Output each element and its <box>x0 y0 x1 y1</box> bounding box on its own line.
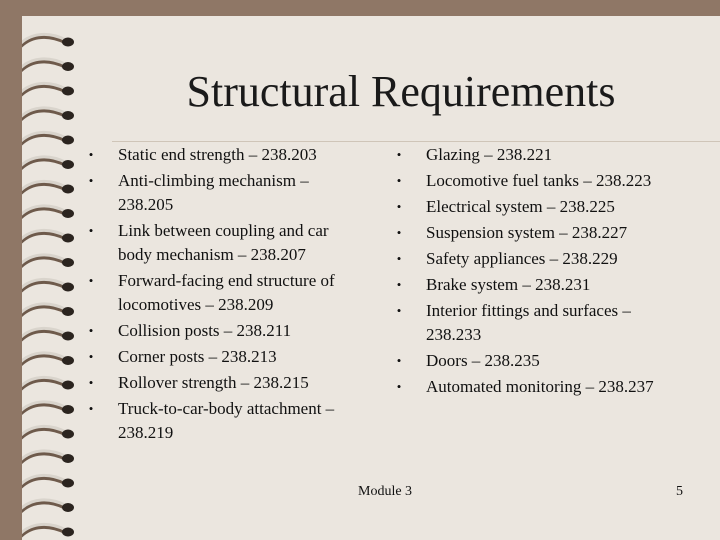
bullet-icon: • <box>396 173 402 188</box>
bullet-icon: • <box>396 199 402 214</box>
footer-module-label: Module 3 <box>358 484 413 499</box>
bullet-icon: • <box>396 379 402 394</box>
spiral-ring <box>22 108 74 120</box>
title-divider <box>112 141 720 142</box>
list-item-text: Rollover strength – 238.215 <box>118 373 309 392</box>
list-item-text: Brake system – 238.231 <box>426 275 591 294</box>
list-item <box>392 195 672 219</box>
bullet-icon: • <box>396 147 402 162</box>
list-item-text: Automated monitoring – 238.237 <box>426 377 654 396</box>
bullet-icon: • <box>396 303 402 318</box>
list-item-text: Collision posts – 238.211 <box>118 321 292 340</box>
list-item-text: Doors – 238.235 <box>426 351 540 370</box>
list-item-text: Suspension system – 238.227 <box>426 223 628 242</box>
list-item-text: Safety appliances – 238.229 <box>426 249 618 268</box>
spiral-ring <box>22 500 74 512</box>
slide-title: Structural Requirements <box>186 67 616 116</box>
right-bullet-list <box>392 143 672 401</box>
list-item <box>84 143 359 167</box>
bullet-icon: • <box>88 323 94 338</box>
spiral-ring <box>22 279 74 291</box>
spiral-ring <box>22 34 74 46</box>
list-item <box>84 345 359 369</box>
list-item <box>392 273 672 297</box>
spiral-ring <box>22 304 74 316</box>
list-item <box>84 219 359 267</box>
list-item-text: Anti-climbing mechanism – 238.205 <box>118 171 309 214</box>
spiral-ring <box>22 475 74 487</box>
bullet-icon: • <box>88 173 94 188</box>
list-item <box>392 169 672 193</box>
list-item <box>84 319 359 343</box>
slide-canvas <box>22 16 720 540</box>
list-item-text: Electrical system – 238.225 <box>426 197 615 216</box>
spiral-ring <box>22 59 74 71</box>
list-item <box>392 221 672 245</box>
list-item-text: Interior fittings and surfaces – 238.233 <box>426 301 631 344</box>
list-item-text: Locomotive fuel tanks – 238.223 <box>426 171 652 190</box>
list-item <box>84 169 359 217</box>
bullet-icon: • <box>88 147 94 162</box>
left-bullet-list <box>84 143 359 447</box>
spiral-ring <box>22 402 74 414</box>
spiral-ring <box>22 230 74 242</box>
page-number: 5 <box>676 484 683 499</box>
list-item <box>392 299 672 347</box>
bullet-icon: • <box>88 273 94 288</box>
bullet-icon: • <box>396 277 402 292</box>
bullet-icon: • <box>88 349 94 364</box>
bullet-icon: • <box>396 225 402 240</box>
spiral-ring <box>22 255 74 267</box>
spiral-ring <box>22 451 74 463</box>
list-item <box>84 371 359 395</box>
list-item-text: Corner posts – 238.213 <box>118 347 277 366</box>
spiral-ring <box>22 206 74 218</box>
list-item-text: Link between coupling and car body mechanism – 238.207 <box>118 221 329 264</box>
bullet-icon: • <box>88 223 94 238</box>
spiral-ring <box>22 181 74 193</box>
bullet-icon: • <box>396 251 402 266</box>
list-item-text: Forward-facing end structure of locomotives – 238.209 <box>118 271 335 314</box>
list-item <box>392 349 672 373</box>
bullet-icon: • <box>88 401 94 416</box>
list-item <box>84 397 359 445</box>
spiral-ring <box>22 83 74 95</box>
spiral-ring <box>22 157 74 169</box>
list-item <box>84 269 359 317</box>
list-item-text: Glazing – 238.221 <box>426 145 553 164</box>
spiral-ring <box>22 132 74 144</box>
list-item-text: Static end strength – 238.203 <box>118 145 317 164</box>
spiral-ring <box>22 353 74 365</box>
list-item <box>392 247 672 271</box>
spiral-ring <box>22 328 74 340</box>
bullet-icon: • <box>88 375 94 390</box>
list-item <box>392 143 672 167</box>
spiral-ring <box>22 426 74 438</box>
spiral-ring <box>22 524 74 536</box>
list-item-text: Truck-to-car-body attachment – 238.219 <box>118 399 335 442</box>
list-item <box>392 375 672 399</box>
spiral-ring <box>22 377 74 389</box>
bullet-icon: • <box>396 353 402 368</box>
